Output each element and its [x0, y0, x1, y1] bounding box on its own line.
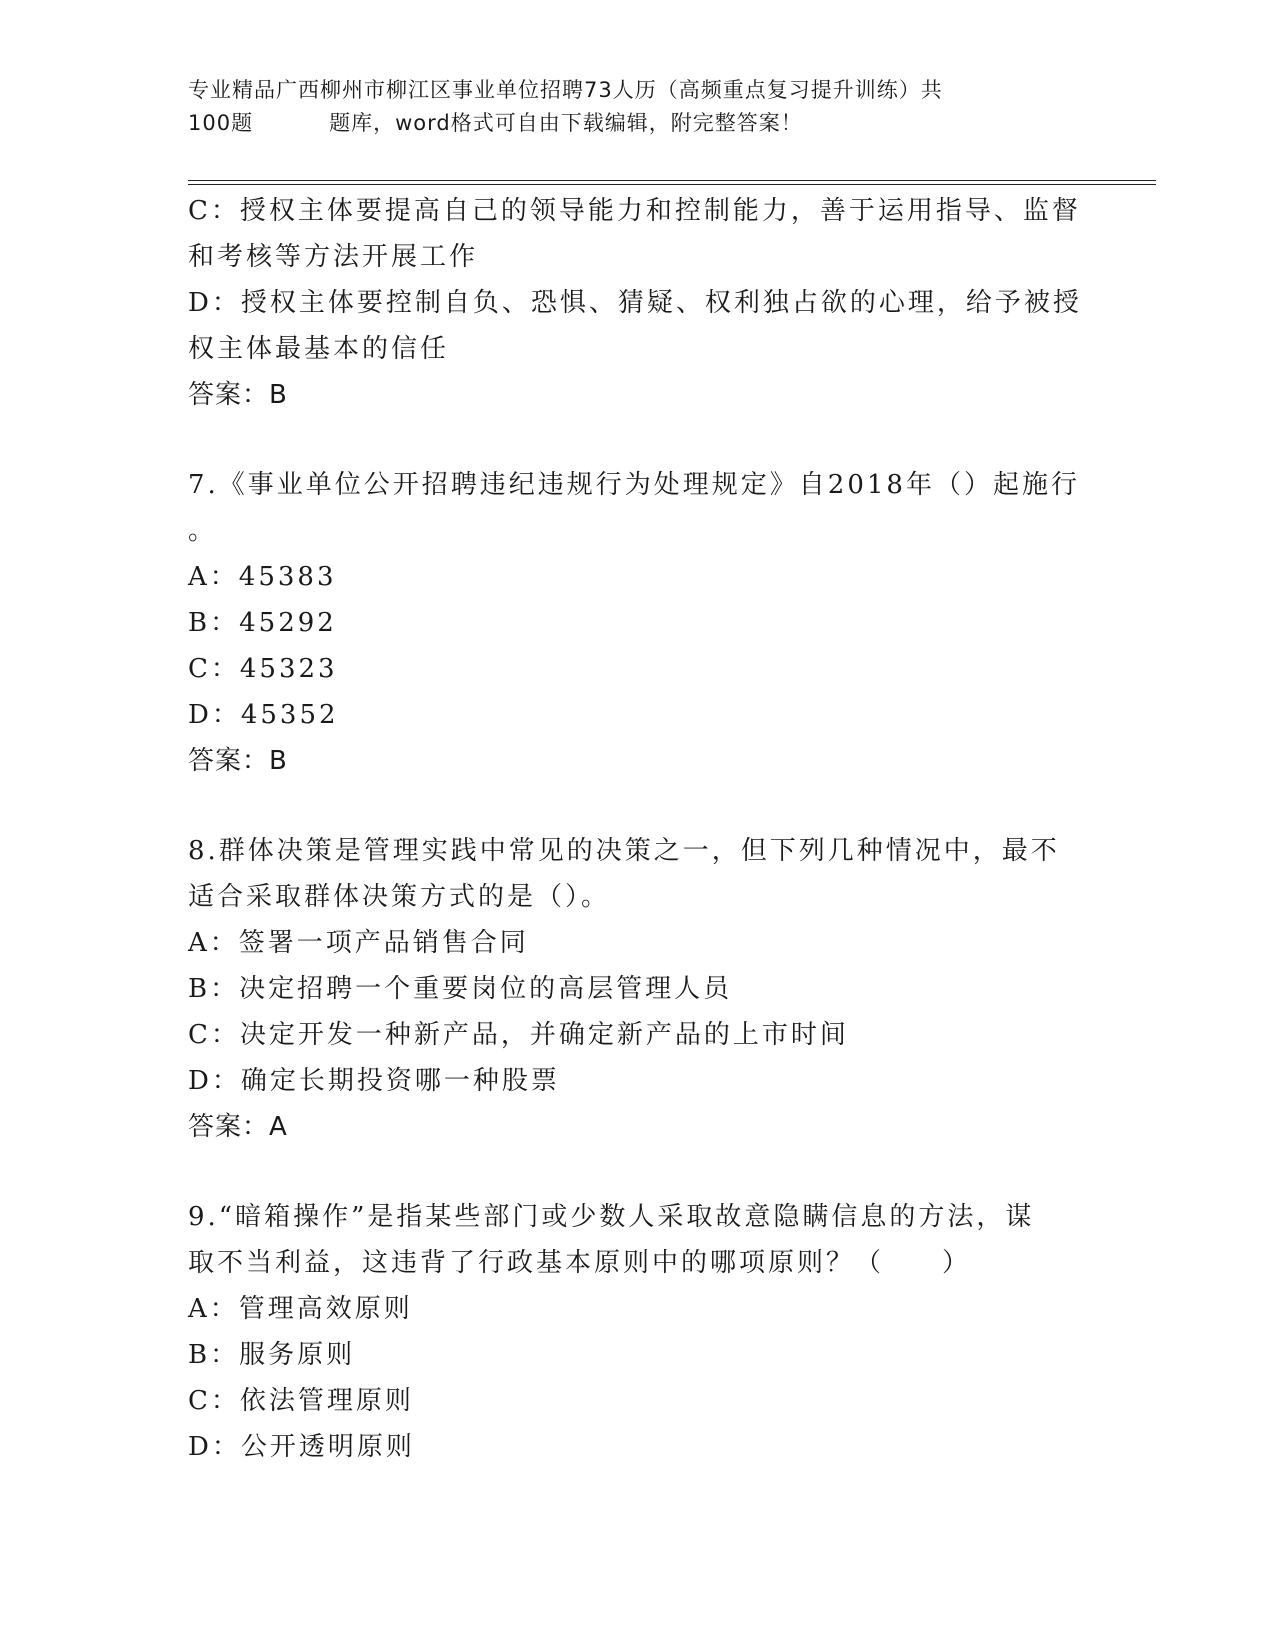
option-c: C：依法管理原则 — [188, 1386, 414, 1416]
question-stem-line2: 取不当利益，这违背了行政基本原则中的哪项原则？（ ） — [188, 1248, 972, 1278]
option-c-line2: 和考核等方法开展工作 — [188, 242, 479, 272]
question-stem-line2: 。 — [188, 516, 218, 546]
header-divider-bottom — [188, 184, 1156, 185]
option-a: A：管理高效原则 — [188, 1294, 413, 1324]
header-title-line1: 专业精品广西柳州市柳江区事业单位招聘73人历（高频重点复习提升训练）共 — [188, 78, 943, 102]
document-header — [188, 74, 1068, 140]
option-c: C：决定开发一种新产品，并确定新产品的上市时间 — [188, 1020, 849, 1050]
question-stem-line1: 8.群体决策是管理实践中常见的决策之一，但下列几种情况中，最不 — [188, 836, 1060, 866]
option-d-line2: 权主体最基本的信任 — [188, 334, 450, 364]
header-title-line2 — [188, 107, 1068, 140]
answer-label: 答案：B — [188, 380, 288, 410]
option-a: A：签署一项产品销售合同 — [188, 928, 529, 958]
option-b: B：45292 — [188, 608, 337, 638]
question-stem-line2: 适合采取群体决策方式的是（）。 — [188, 882, 611, 912]
question-7 — [188, 462, 1078, 784]
header-count: 100题 — [188, 111, 254, 135]
option-b: B：服务原则 — [188, 1340, 356, 1370]
option-c: C：45323 — [188, 654, 338, 684]
question-9 — [188, 1194, 1078, 1470]
answer-label: 答案：A — [188, 1112, 288, 1142]
header-subtitle: 题库，word格式可自由下载编辑，附完整答案！ — [329, 111, 803, 135]
option-d: D：确定长期投资哪一种股票 — [188, 1066, 560, 1096]
document-body — [188, 188, 1082, 1470]
option-c-line1: C：授权主体要提高自己的领导能力和控制能力，善于运用指导、监督 — [188, 196, 1081, 226]
question-6-continued — [188, 188, 1082, 418]
question-8 — [188, 828, 1078, 1150]
answer-label: 答案：B — [188, 746, 288, 776]
option-a: A：45383 — [188, 562, 337, 592]
option-b: B：决定招聘一个重要岗位的高层管理人员 — [188, 974, 733, 1004]
question-stem-line1: 9.“暗箱操作”是指某些部门或少数人采取故意隐瞒信息的方法，谋 — [188, 1202, 1035, 1232]
option-d: D：45352 — [188, 700, 339, 730]
question-stem-line1: 7.《事业单位公开招聘违纪违规行为处理规定》自2018年（）起施行 — [188, 470, 1080, 500]
option-d: D：公开透明原则 — [188, 1432, 415, 1462]
header-divider-top — [188, 180, 1156, 181]
option-d-line1: D：授权主体要控制自负、恐惧、猜疑、权利独占欲的心理，给予被授 — [188, 288, 1082, 318]
